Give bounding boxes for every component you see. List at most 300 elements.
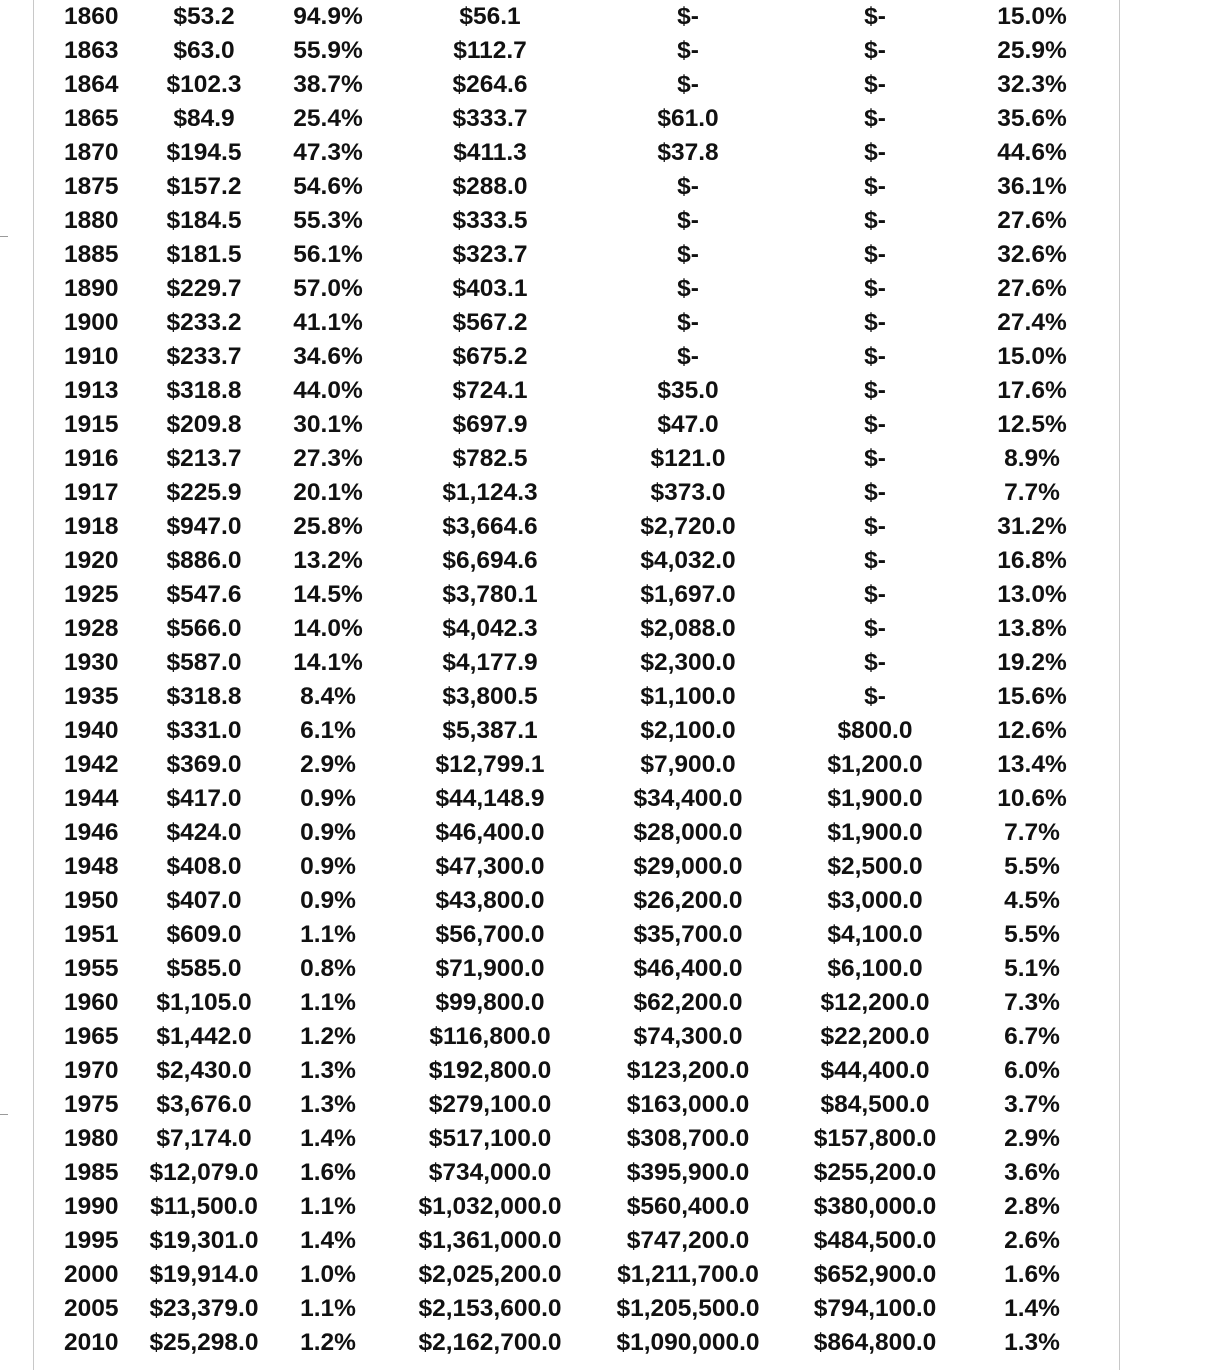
percent-cell: 13.8%: [997, 615, 1067, 642]
table-row: [58, 1190, 1102, 1224]
table-row: [58, 374, 1102, 408]
value-cell: $-: [864, 377, 886, 404]
value-cell: $800.0: [837, 717, 913, 744]
year-cell: 1890: [64, 275, 119, 302]
value-cell: $-: [864, 411, 886, 438]
value-cell: $12,079.0: [149, 1159, 259, 1186]
percent-cell: 15.6%: [997, 683, 1067, 710]
year-cell: 1870: [64, 139, 119, 166]
value-cell: $194.5: [166, 139, 242, 166]
total-cell: $56,700.0: [435, 921, 545, 948]
year-cell: 1928: [64, 615, 119, 642]
percent-cell: 1.2%: [300, 1329, 356, 1356]
year-cell: 1920: [64, 547, 119, 574]
value-cell: $2,430.0: [156, 1057, 252, 1084]
table-row: [58, 544, 1102, 578]
total-cell: $2,153,600.0: [418, 1295, 562, 1322]
value-cell: $23,379.0: [149, 1295, 259, 1322]
percent-cell: 30.1%: [293, 411, 363, 438]
total-cell: $43,800.0: [435, 887, 545, 914]
value-cell: $-: [864, 207, 886, 234]
total-cell: $1,124.3: [442, 479, 538, 506]
table-row: [58, 102, 1102, 136]
percent-cell: 1.1%: [300, 1295, 356, 1322]
value-cell: $-: [864, 343, 886, 370]
percent-cell: 1.1%: [300, 1193, 356, 1220]
percent-cell: 3.6%: [1004, 1159, 1060, 1186]
right-border: [1119, 0, 1120, 1370]
value-cell: $84,500.0: [820, 1091, 930, 1118]
percent-cell: 34.6%: [293, 343, 363, 370]
percent-cell: 25.4%: [293, 105, 363, 132]
total-cell: $333.5: [452, 207, 528, 234]
value-cell: $566.0: [166, 615, 242, 642]
table-row: [58, 1088, 1102, 1122]
value-cell: $46,400.0: [633, 955, 743, 982]
year-cell: 1935: [64, 683, 119, 710]
table-row: [58, 272, 1102, 306]
percent-cell: 44.6%: [997, 139, 1067, 166]
year-cell: 1918: [64, 513, 119, 540]
year-cell: 1917: [64, 479, 119, 506]
percent-cell: 27.4%: [997, 309, 1067, 336]
percent-cell: 5.5%: [1004, 853, 1060, 880]
data-table: [58, 0, 1102, 1360]
table-row: [58, 340, 1102, 374]
total-cell: $112.7: [453, 37, 527, 64]
value-cell: $4,100.0: [827, 921, 923, 948]
table-row: [58, 1020, 1102, 1054]
value-cell: $318.8: [166, 683, 242, 710]
value-cell: $1,211,700.0: [617, 1261, 759, 1288]
value-cell: $-: [864, 105, 886, 132]
percent-cell: 1.6%: [300, 1159, 356, 1186]
value-cell: $-: [864, 71, 886, 98]
value-cell: $28,000.0: [633, 819, 743, 846]
total-cell: $288.0: [452, 173, 528, 200]
value-cell: $35,700.0: [633, 921, 743, 948]
total-cell: $71,900.0: [435, 955, 545, 982]
percent-cell: 5.5%: [1004, 921, 1060, 948]
value-cell: $-: [864, 513, 886, 540]
percent-cell: 1.1%: [300, 921, 356, 948]
value-cell: $-: [864, 241, 886, 268]
table-row: [58, 0, 1102, 34]
table-row: [58, 578, 1102, 612]
value-cell: $308,700.0: [626, 1125, 750, 1152]
table-row: [58, 986, 1102, 1020]
percent-cell: 0.9%: [300, 887, 356, 914]
percent-cell: 1.2%: [300, 1023, 356, 1050]
table-row: [58, 68, 1102, 102]
percent-cell: 3.7%: [1004, 1091, 1060, 1118]
year-cell: 1885: [64, 241, 119, 268]
value-cell: $209.8: [166, 411, 242, 438]
percent-cell: 27.3%: [293, 445, 363, 472]
value-cell: $1,442.0: [156, 1023, 252, 1050]
value-cell: $2,100.0: [640, 717, 736, 744]
total-cell: $734,000.0: [428, 1159, 552, 1186]
total-cell: $2,025,200.0: [418, 1261, 562, 1288]
table-row: [58, 204, 1102, 238]
percent-cell: 7.7%: [1004, 479, 1060, 506]
table-row: [58, 1326, 1102, 1360]
value-cell: $102.3: [166, 71, 242, 98]
total-cell: $56.1: [459, 3, 521, 30]
percent-cell: 55.3%: [293, 207, 363, 234]
year-cell: 2010: [64, 1329, 119, 1356]
percent-cell: 14.1%: [293, 649, 363, 676]
edge-marker: [0, 1114, 8, 1115]
table-row: [58, 1292, 1102, 1326]
percent-cell: 56.1%: [293, 241, 363, 268]
percent-cell: 32.3%: [997, 71, 1067, 98]
value-cell: $417.0: [166, 785, 242, 812]
percent-cell: 12.6%: [997, 717, 1067, 744]
value-cell: $11,500.0: [150, 1193, 258, 1220]
year-cell: 1970: [64, 1057, 119, 1084]
value-cell: $2,720.0: [640, 513, 736, 540]
value-cell: $1,105.0: [156, 989, 252, 1016]
value-cell: $1,900.0: [827, 819, 923, 846]
value-cell: $369.0: [166, 751, 242, 778]
value-cell: $331.0: [166, 717, 242, 744]
total-cell: $333.7: [452, 105, 528, 132]
percent-cell: 5.1%: [1004, 955, 1060, 982]
value-cell: $-: [864, 3, 886, 30]
table-row: [58, 680, 1102, 714]
table-row: [58, 34, 1102, 68]
table-row: [58, 408, 1102, 442]
percent-cell: 25.9%: [997, 37, 1067, 64]
value-cell: $213.7: [166, 445, 242, 472]
year-cell: 1980: [64, 1125, 119, 1152]
value-cell: $29,000.0: [633, 853, 743, 880]
total-cell: $44,148.9: [435, 785, 545, 812]
value-cell: $4,032.0: [640, 547, 736, 574]
percent-cell: 13.0%: [997, 581, 1067, 608]
value-cell: $1,100.0: [640, 683, 736, 710]
table-row: [58, 442, 1102, 476]
percent-cell: 41.1%: [293, 309, 363, 336]
value-cell: $163,000.0: [626, 1091, 750, 1118]
percent-cell: 13.2%: [293, 547, 363, 574]
year-cell: 1946: [64, 819, 119, 846]
year-cell: 1995: [64, 1227, 119, 1254]
percent-cell: 1.0%: [300, 1261, 356, 1288]
table-row: [58, 1054, 1102, 1088]
value-cell: $-: [677, 207, 699, 234]
percent-cell: 1.6%: [1004, 1261, 1060, 1288]
year-cell: 1948: [64, 853, 119, 880]
value-cell: $19,301.0: [149, 1227, 259, 1254]
percent-cell: 14.0%: [293, 615, 363, 642]
percent-cell: 2.9%: [1004, 1125, 1060, 1152]
value-cell: $19,914.0: [149, 1261, 259, 1288]
value-cell: $84.9: [173, 105, 235, 132]
percent-cell: 1.3%: [1004, 1329, 1060, 1356]
total-cell: $3,800.5: [442, 683, 538, 710]
total-cell: $2,162,700.0: [418, 1329, 562, 1356]
percent-cell: 6.1%: [300, 717, 356, 744]
year-cell: 2005: [64, 1295, 119, 1322]
year-cell: 1916: [64, 445, 119, 472]
value-cell: $37.8: [657, 139, 719, 166]
percent-cell: 55.9%: [293, 37, 363, 64]
year-cell: 1955: [64, 955, 119, 982]
year-cell: 1860: [64, 3, 119, 30]
year-cell: 1960: [64, 989, 119, 1016]
table-row: [58, 816, 1102, 850]
table-body: [58, 0, 1102, 1360]
percent-cell: 1.3%: [300, 1091, 356, 1118]
table-row: [58, 748, 1102, 782]
value-cell: $-: [864, 275, 886, 302]
value-cell: $747,200.0: [626, 1227, 750, 1254]
year-cell: 1951: [64, 921, 119, 948]
value-cell: $-: [864, 445, 886, 472]
percent-cell: 7.3%: [1004, 989, 1060, 1016]
table-row: [58, 782, 1102, 816]
year-cell: 1913: [64, 377, 119, 404]
year-cell: 1864: [64, 71, 119, 98]
percent-cell: 27.6%: [997, 207, 1067, 234]
percent-cell: 15.0%: [997, 343, 1067, 370]
total-cell: $6,694.6: [442, 547, 538, 574]
value-cell: $2,500.0: [827, 853, 923, 880]
value-cell: $585.0: [166, 955, 242, 982]
percent-cell: 7.7%: [1004, 819, 1060, 846]
percent-cell: 10.6%: [997, 785, 1067, 812]
value-cell: $184.5: [166, 207, 242, 234]
table-row: [58, 1156, 1102, 1190]
value-cell: $74,300.0: [633, 1023, 743, 1050]
percent-cell: 38.7%: [293, 71, 363, 98]
value-cell: $407.0: [166, 887, 242, 914]
value-cell: $25,298.0: [149, 1329, 259, 1356]
table-row: [58, 646, 1102, 680]
value-cell: $121.0: [650, 445, 726, 472]
total-cell: $264.6: [452, 71, 528, 98]
value-cell: $47.0: [657, 411, 719, 438]
value-cell: $373.0: [650, 479, 726, 506]
value-cell: $864,800.0: [813, 1329, 937, 1356]
value-cell: $-: [864, 479, 886, 506]
value-cell: $3,676.0: [156, 1091, 252, 1118]
total-cell: $782.5: [452, 445, 528, 472]
value-cell: $408.0: [166, 853, 242, 880]
value-cell: $3,000.0: [827, 887, 923, 914]
percent-cell: 44.0%: [293, 377, 363, 404]
value-cell: $22,200.0: [820, 1023, 930, 1050]
year-cell: 1910: [64, 343, 119, 370]
value-cell: $-: [864, 173, 886, 200]
year-cell: 1875: [64, 173, 119, 200]
table-row: [58, 476, 1102, 510]
year-cell: 1863: [64, 37, 119, 64]
percent-cell: 1.4%: [300, 1125, 356, 1152]
percent-cell: 54.6%: [293, 173, 363, 200]
percent-cell: 25.8%: [293, 513, 363, 540]
year-cell: 1975: [64, 1091, 119, 1118]
value-cell: $587.0: [166, 649, 242, 676]
total-cell: $1,361,000.0: [418, 1227, 562, 1254]
percent-cell: 2.8%: [1004, 1193, 1060, 1220]
year-cell: 1985: [64, 1159, 119, 1186]
total-cell: $47,300.0: [435, 853, 545, 880]
value-cell: $61.0: [657, 105, 719, 132]
value-cell: $229.7: [166, 275, 242, 302]
value-cell: $123,200.0: [626, 1057, 750, 1084]
table-row: [58, 510, 1102, 544]
value-cell: $-: [864, 683, 886, 710]
percent-cell: 27.6%: [997, 275, 1067, 302]
table-row: [58, 884, 1102, 918]
value-cell: $53.2: [173, 3, 235, 30]
year-cell: 1965: [64, 1023, 119, 1050]
total-cell: $46,400.0: [435, 819, 545, 846]
table-row: [58, 136, 1102, 170]
total-cell: $3,664.6: [442, 513, 538, 540]
total-cell: $1,032,000.0: [418, 1193, 562, 1220]
percent-cell: 47.3%: [293, 139, 363, 166]
value-cell: $380,000.0: [813, 1193, 937, 1220]
value-cell: $318.8: [166, 377, 242, 404]
percent-cell: 13.4%: [997, 751, 1067, 778]
value-cell: $-: [864, 547, 886, 574]
value-cell: $6,100.0: [827, 955, 923, 982]
value-cell: $560,400.0: [626, 1193, 750, 1220]
value-cell: $-: [864, 37, 886, 64]
table-row: [58, 238, 1102, 272]
value-cell: $652,900.0: [813, 1261, 937, 1288]
value-cell: $225.9: [166, 479, 242, 506]
year-cell: 1942: [64, 751, 119, 778]
percent-cell: 8.4%: [300, 683, 356, 710]
value-cell: $484,500.0: [813, 1227, 937, 1254]
percent-cell: 0.9%: [300, 785, 356, 812]
table-row: [58, 1122, 1102, 1156]
left-border: [33, 0, 34, 1370]
total-cell: $3,780.1: [442, 581, 538, 608]
total-cell: $99,800.0: [435, 989, 545, 1016]
value-cell: $395,900.0: [626, 1159, 750, 1186]
total-cell: $4,177.9: [442, 649, 538, 676]
table-row: [58, 714, 1102, 748]
total-cell: $675.2: [452, 343, 528, 370]
percent-cell: 2.9%: [300, 751, 356, 778]
year-cell: 1940: [64, 717, 119, 744]
total-cell: $697.9: [452, 411, 528, 438]
total-cell: $4,042.3: [442, 615, 538, 642]
total-cell: $403.1: [452, 275, 528, 302]
value-cell: $547.6: [166, 581, 242, 608]
value-cell: $2,300.0: [640, 649, 736, 676]
total-cell: $279,100.0: [428, 1091, 552, 1118]
value-cell: $-: [864, 581, 886, 608]
percent-cell: 14.5%: [293, 581, 363, 608]
percent-cell: 35.6%: [997, 105, 1067, 132]
percent-cell: 1.1%: [300, 989, 356, 1016]
value-cell: $12,200.0: [820, 989, 930, 1016]
value-cell: $886.0: [166, 547, 242, 574]
value-cell: $255,200.0: [813, 1159, 937, 1186]
value-cell: $-: [677, 343, 699, 370]
percent-cell: 15.0%: [997, 3, 1067, 30]
year-cell: 1930: [64, 649, 119, 676]
percent-cell: 16.8%: [997, 547, 1067, 574]
table-row: [58, 306, 1102, 340]
value-cell: $7,174.0: [156, 1125, 252, 1152]
value-cell: $424.0: [166, 819, 242, 846]
percent-cell: 1.4%: [300, 1227, 356, 1254]
percent-cell: 57.0%: [293, 275, 363, 302]
percent-cell: 0.9%: [300, 819, 356, 846]
table-row: [58, 1224, 1102, 1258]
value-cell: $26,200.0: [633, 887, 743, 914]
value-cell: $34,400.0: [633, 785, 743, 812]
table-row: [58, 952, 1102, 986]
total-cell: $12,799.1: [435, 751, 545, 778]
percent-cell: 0.9%: [300, 853, 356, 880]
total-cell: $192,800.0: [428, 1057, 552, 1084]
value-cell: $-: [677, 241, 699, 268]
percent-cell: 17.6%: [997, 377, 1067, 404]
value-cell: $7,900.0: [640, 751, 736, 778]
value-cell: $-: [677, 37, 699, 64]
year-cell: 1925: [64, 581, 119, 608]
percent-cell: 6.7%: [1004, 1023, 1060, 1050]
percent-cell: 1.3%: [300, 1057, 356, 1084]
total-cell: $323.7: [452, 241, 528, 268]
value-cell: $-: [864, 309, 886, 336]
percent-cell: 4.5%: [1004, 887, 1060, 914]
table-row: [58, 1258, 1102, 1292]
percent-cell: 1.4%: [1004, 1295, 1060, 1322]
value-cell: $233.2: [166, 309, 242, 336]
edge-marker: [0, 236, 8, 237]
value-cell: $62,200.0: [633, 989, 743, 1016]
percent-cell: 6.0%: [1004, 1057, 1060, 1084]
value-cell: $-: [677, 3, 699, 30]
year-cell: 1915: [64, 411, 119, 438]
total-cell: $411.3: [453, 139, 527, 166]
value-cell: $181.5: [166, 241, 242, 268]
percent-cell: 94.9%: [293, 3, 363, 30]
year-cell: 1990: [64, 1193, 119, 1220]
value-cell: $-: [864, 649, 886, 676]
percent-cell: 12.5%: [997, 411, 1067, 438]
percent-cell: 32.6%: [997, 241, 1067, 268]
year-cell: 1865: [64, 105, 119, 132]
total-cell: $724.1: [452, 377, 528, 404]
year-cell: 1880: [64, 207, 119, 234]
table-row: [58, 850, 1102, 884]
value-cell: $1,900.0: [827, 785, 923, 812]
value-cell: $1,697.0: [640, 581, 736, 608]
year-cell: 1944: [64, 785, 119, 812]
total-cell: $517,100.0: [428, 1125, 552, 1152]
total-cell: $567.2: [452, 309, 528, 336]
table-row: [58, 170, 1102, 204]
value-cell: $233.7: [166, 343, 242, 370]
year-cell: 1950: [64, 887, 119, 914]
value-cell: $609.0: [166, 921, 242, 948]
value-cell: $1,205,500.0: [616, 1295, 760, 1322]
percent-cell: 20.1%: [293, 479, 363, 506]
value-cell: $2,088.0: [640, 615, 736, 642]
value-cell: $-: [677, 71, 699, 98]
